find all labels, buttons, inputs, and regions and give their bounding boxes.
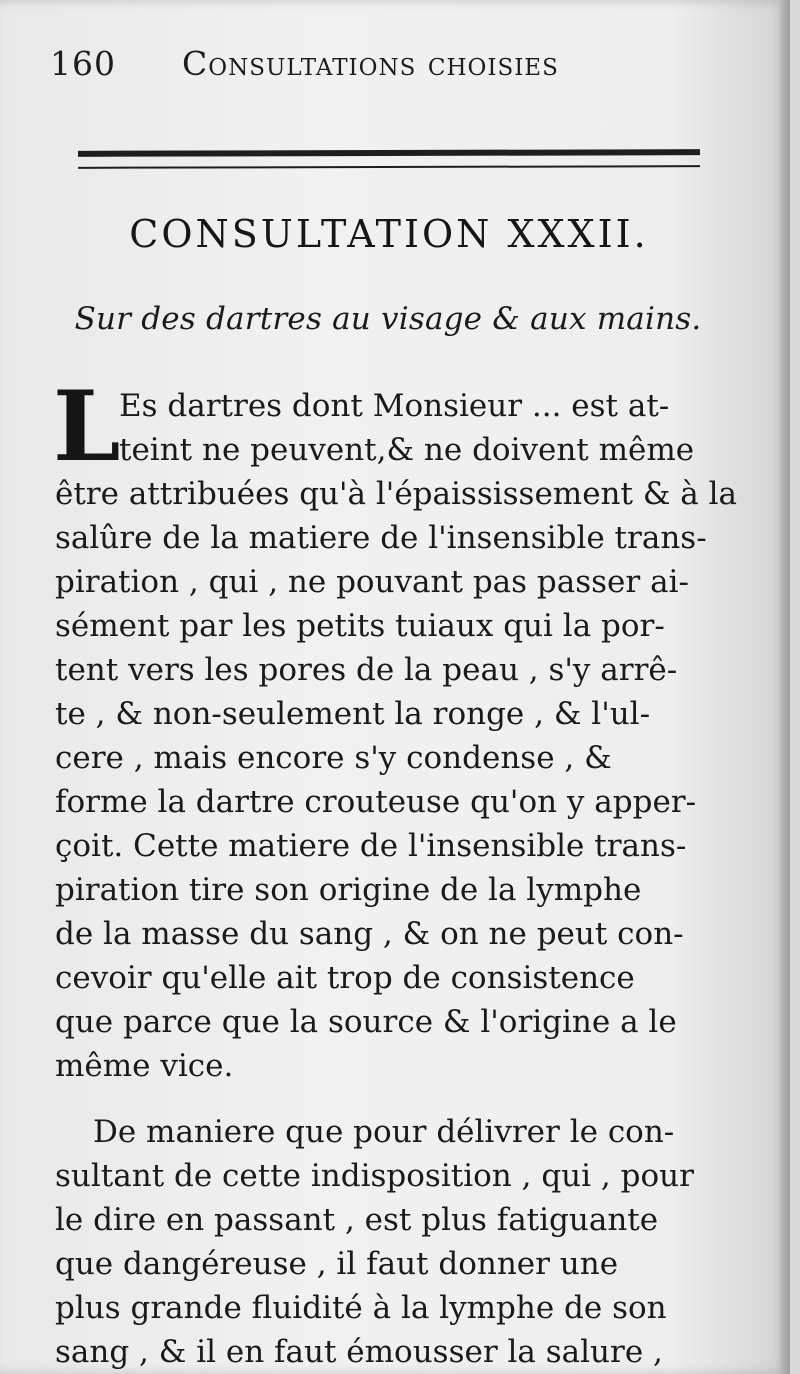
consultation-subtitle: Sur des dartres au visage & aux mains. [74, 301, 702, 337]
text-line: teint ne peuvent,& ne doivent même [119, 432, 695, 468]
text-line: tent vers les pores de la peau , s'y arrê- [55, 652, 678, 688]
drop-cap: L [53, 370, 121, 483]
paragraph-2 [55, 1110, 710, 1374]
text-line: le dire en passant , est plus fatiguante [55, 1202, 659, 1238]
decorative-rule [78, 149, 700, 169]
text-line: même vice. [55, 1048, 234, 1084]
text-line: De maniere que pour délivrer le con- [93, 1114, 675, 1150]
text-line: piration , qui , ne pouvant pas passer ai- [55, 564, 689, 600]
text-line: sultant de cette indisposition , qui , pour [55, 1158, 694, 1194]
text-line: cere , mais encore s'y condense , & [55, 740, 612, 776]
paragraph-1 [53, 370, 737, 1088]
text-line: être attribuées qu'à l'épaississement & à la [55, 476, 737, 512]
text-line: que parce que la source & l'origine a le [55, 1004, 677, 1040]
running-title: Consultations choisies [182, 44, 559, 83]
text-line: piration tire son origine de la lymphe [55, 872, 642, 908]
body-text [53, 370, 737, 1374]
text-line: forme la dartre crouteuse qu'on y apper- [55, 784, 697, 820]
text-line: Es dartres dont Monsieur ... est at- [119, 388, 670, 424]
page-edge [780, 0, 790, 1374]
text-line: sément par les petits tuiaux qui la por- [55, 608, 665, 644]
text-line: de la masse du sang , & on ne peut con- [55, 916, 684, 952]
text-line: cevoir qu'elle ait trop de consistence [55, 960, 635, 996]
text-line: sang , & il en faut émousser la salure , [55, 1334, 663, 1370]
page-number: 160 [50, 44, 116, 83]
consultation-title: CONSULTATION XXXII. [129, 212, 649, 256]
text-line: que dangéreuse , il faut donner une [55, 1246, 619, 1282]
text-line: salûre de la matiere de l'insensible trans- [55, 520, 707, 556]
text-line: te , & non-seulement la ronge , & l'ul- [55, 696, 651, 732]
text-line: plus grande fluidité à la lymphe de son [55, 1290, 667, 1326]
text-line: çoit. Cette matiere de l'insensible trans- [55, 828, 687, 864]
page-header [50, 44, 670, 84]
